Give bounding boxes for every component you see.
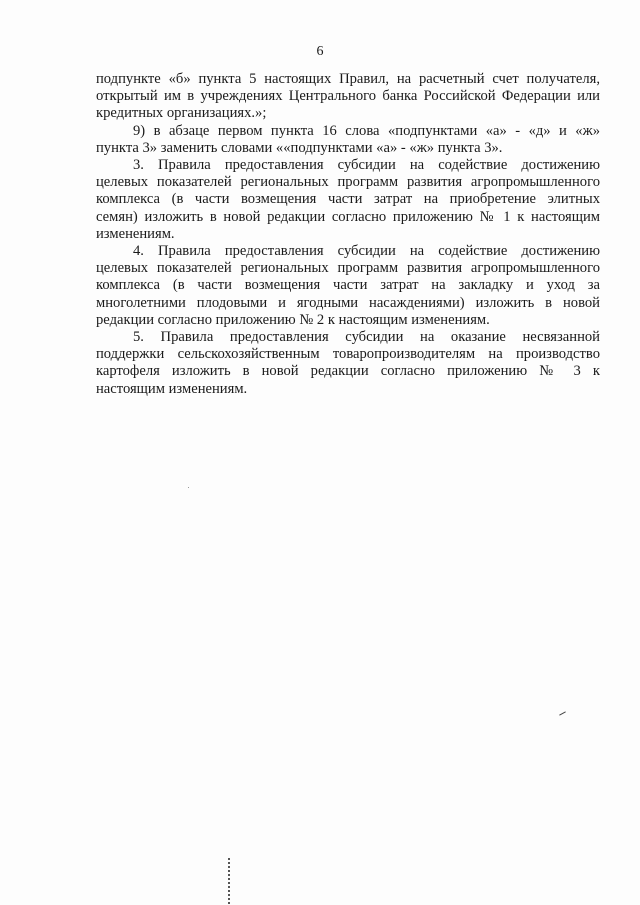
scan-speck <box>559 711 566 715</box>
text-line: пункта 3» заменить словами ««подпунктами «а» - «ж» пункта 3». <box>96 139 503 156</box>
text-line: 9) в абзаце первом пункта 16 слова «подпунктами «а» - «д» и «ж» <box>133 122 600 139</box>
text-line: семян) изложить в новой редакции согласно приложению № 1 к настоящим <box>96 208 600 225</box>
scan-dust <box>188 487 189 488</box>
page-number: 6 <box>316 44 324 59</box>
text-line: изменениям. <box>96 225 175 242</box>
text-line: комплекса (в части возмещения части затрат на приобретение элитных <box>96 191 600 208</box>
text-line: редакции согласно приложению № 2 к настоящим изменениям. <box>96 311 490 328</box>
paragraph-item-5 <box>96 329 600 398</box>
text-line: комплекса (в части возмещения части затрат на закладку и уход за <box>96 277 600 294</box>
scan-binding-mark <box>228 858 230 905</box>
text-line: открытый им в учреждениях Центрального банка Российской Федерации или <box>96 88 600 105</box>
text-line: 4. Правила предоставления субсидии на содействие достижению <box>133 243 600 260</box>
paragraph-continuation <box>96 71 600 123</box>
text-line: подпункте «б» пункта 5 настоящих Правил, на расчетный счет получателя, <box>96 71 600 87</box>
paragraph-item-9 <box>96 123 600 157</box>
text-line: целевых показателей региональных программ развития агропромышленного <box>96 260 600 277</box>
paragraph-item-3 <box>96 157 600 243</box>
text-line: 5. Правила предоставления субсидии на оказание несвязанной <box>133 329 600 346</box>
text-line: многолетними плодовыми и ягодными насаждениями) изложить в новой <box>96 294 600 311</box>
text-line: поддержки сельскохозяйственным товаропроизводителям на производство <box>96 346 600 363</box>
paragraph-item-4 <box>96 243 600 329</box>
document-body <box>96 71 600 398</box>
text-line: 3. Правила предоставления субсидии на содействие достижению <box>133 157 600 174</box>
text-line: кредитных организациях.»; <box>96 105 267 122</box>
text-line: настоящим изменениям. <box>96 380 248 397</box>
text-line: картофеля изложить в новой редакции согласно приложению № 3 к <box>96 363 600 380</box>
text-line: целевых показателей региональных программ развития агропромышленного <box>96 174 600 191</box>
